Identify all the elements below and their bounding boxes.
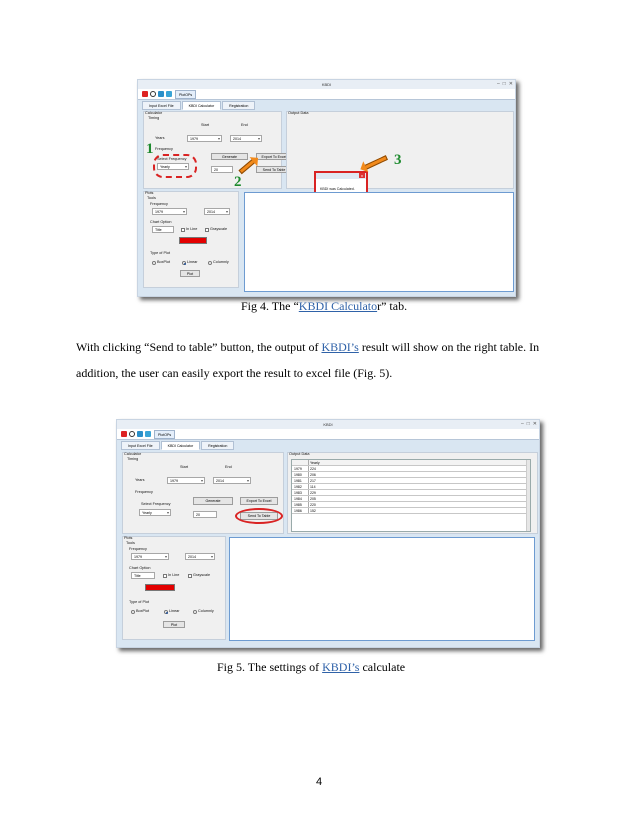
plots-label: Plots <box>145 191 154 195</box>
figure-4-caption: Fig 4. The “KBDI Calculator” tab. <box>241 299 408 313</box>
table-row[interactable]: 1981 217 <box>292 478 530 484</box>
select-frequency-label: Select Frequency <box>141 502 171 506</box>
plots-label: Plots <box>124 536 133 540</box>
caption-4-link[interactable]: KBDI Calculato <box>298 299 378 313</box>
select-frequency-label: Select Frequency <box>157 157 187 161</box>
picture-icon[interactable] <box>145 431 151 437</box>
end-year-select[interactable]: 2014 ▾ <box>213 477 251 484</box>
plot-button[interactable]: Plot <box>180 270 200 277</box>
plot-frequency-label: Frequency <box>150 202 168 206</box>
frequency-label: Frequency <box>155 147 173 151</box>
send-button-highlight <box>235 508 283 524</box>
param-input[interactable]: 20 <box>193 511 217 518</box>
frequency-label: Frequency <box>135 490 153 494</box>
columnly-label: Columnly <box>213 260 229 264</box>
plot-end-select[interactable]: 2014 ▾ <box>204 208 230 215</box>
generate-button[interactable]: Generate <box>193 497 233 505</box>
columnly-label: Columnly <box>198 609 214 613</box>
annotation-number-1: 1 <box>146 141 154 157</box>
end-year-select[interactable]: 2014 ▾ <box>230 135 262 142</box>
boxplot-label: BoxPlot <box>157 260 171 264</box>
body-paragraph: With clicking “Send to table” button, the output of KBDI’s result will show on the right table. In addition, the user can easily export the result to excel file (Fig. 5). <box>76 340 540 380</box>
table-row[interactable]: 1983 229 <box>292 490 530 496</box>
boxplot-label: BoxPlot <box>136 609 150 613</box>
close-icon[interactable]: ✕ <box>508 81 513 87</box>
output-table[interactable] <box>291 459 531 532</box>
frequency-select[interactable]: Yearly ▾ <box>157 163 189 170</box>
start-label: Start <box>180 465 189 469</box>
param-input[interactable]: 20 <box>211 166 233 173</box>
ribbon <box>138 89 515 100</box>
annotation-number-3: 3 <box>394 152 402 168</box>
picture-icon[interactable] <box>166 91 172 97</box>
grayscale-checkbox[interactable] <box>188 574 192 578</box>
linear-label: Linear <box>169 609 180 613</box>
help-icon[interactable] <box>150 91 156 97</box>
table-row[interactable]: 1985 220 <box>292 502 530 508</box>
years-label: Years <box>155 136 165 140</box>
table-scrollbar[interactable] <box>526 460 530 532</box>
plot-start-select[interactable]: 1979 ▾ <box>131 553 169 560</box>
tab-bar <box>121 441 234 450</box>
output-label: Output Data <box>289 452 310 456</box>
end-label: End <box>241 123 248 127</box>
radio-columnly[interactable] <box>208 261 212 265</box>
timing-label: Timing <box>127 457 139 461</box>
grayscale-label: Grayscale <box>210 227 228 231</box>
title-input[interactable]: Title <box>152 226 174 233</box>
tab-input-excel[interactable]: Input Excel File <box>121 441 160 450</box>
ribbon-tab-plotops[interactable]: PlotOPs <box>175 90 196 99</box>
radio-columnly[interactable] <box>193 610 197 614</box>
table-row[interactable]: 1986 152 <box>292 508 530 514</box>
power-icon[interactable] <box>142 91 148 97</box>
power-icon[interactable] <box>121 431 127 437</box>
page-number: 4 <box>315 776 323 788</box>
title-input[interactable]: Title <box>131 572 155 579</box>
inline-checkbox[interactable] <box>163 574 167 578</box>
annotation-number-2: 2 <box>234 174 242 190</box>
caption-5-link[interactable]: KBDI’s <box>322 660 360 674</box>
chart-option-label: Chart Option <box>150 220 172 224</box>
output-label: Output Data <box>288 111 309 115</box>
window-title: KBDI <box>138 80 515 89</box>
plot-button[interactable]: Plot <box>163 621 185 628</box>
minimize-icon[interactable]: – <box>520 421 524 427</box>
save-icon[interactable] <box>158 91 164 97</box>
color-picker[interactable] <box>145 584 175 591</box>
inline-checkbox[interactable] <box>181 228 185 232</box>
table-row[interactable]: 1979 224 <box>292 466 530 472</box>
generate-button[interactable]: Generate <box>211 153 248 160</box>
start-year-select[interactable]: 1979 ▾ <box>187 135 222 142</box>
type-of-plot-label: Type of Plot <box>129 600 150 604</box>
close-icon[interactable]: ✕ <box>532 421 537 427</box>
grayscale-label: Grayscale <box>193 573 211 577</box>
years-label: Years <box>135 478 145 482</box>
frequency-select[interactable]: Yearly ▾ <box>139 509 171 516</box>
dialog-message: KBDI was Calculated. <box>320 187 355 191</box>
maximize-icon[interactable]: □ <box>526 421 530 427</box>
radio-linear[interactable] <box>182 261 186 265</box>
plot-frequency-label: Frequency <box>129 547 147 551</box>
minimize-icon[interactable]: – <box>496 81 500 87</box>
tab-kbdi-calculator[interactable]: KBDI Calculator <box>161 441 201 450</box>
dialog-close-icon[interactable]: x <box>361 173 363 178</box>
radio-boxplot[interactable] <box>152 261 156 265</box>
radio-boxplot[interactable] <box>131 610 135 614</box>
ribbon <box>117 429 539 440</box>
radio-linear[interactable] <box>164 610 168 614</box>
maximize-icon[interactable]: □ <box>502 81 506 87</box>
tab-registration[interactable]: Registration <box>201 441 234 450</box>
inline-label: In Line <box>186 227 198 231</box>
send-to-table-button[interactable]: Send To Table <box>240 512 278 520</box>
end-label: End <box>225 465 232 469</box>
table-row[interactable]: 1980 206 <box>292 472 530 478</box>
save-icon[interactable] <box>137 431 143 437</box>
table-header-yearly: Yearly <box>310 461 320 465</box>
annotation-highlight-frequency <box>153 154 197 178</box>
paragraph-link[interactable]: KBDI’s <box>321 340 359 354</box>
send-to-table-button[interactable]: Send To Table <box>256 166 292 173</box>
calculator-label: Calculator <box>124 452 142 456</box>
tab-registration[interactable]: Registration <box>222 101 255 110</box>
inline-label: In Line <box>168 573 180 577</box>
ribbon-tab-plotops[interactable]: PlotOPs <box>154 430 175 439</box>
type-of-plot-label: Type of Plot <box>150 251 171 255</box>
plot-area <box>229 537 535 641</box>
tab-input-excel[interactable]: Input Excel File <box>142 101 181 110</box>
linear-label: Linear <box>187 260 198 264</box>
figure-5-screenshot <box>116 419 540 648</box>
calculator-label: Calculator <box>145 111 163 115</box>
plot-start-select[interactable]: 1979 ▾ <box>152 208 187 215</box>
tab-kbdi-calculator[interactable]: KBDI Calculator <box>182 101 222 110</box>
tools-label: Tools <box>126 541 135 545</box>
start-year-select[interactable]: 1979 ▾ <box>167 477 205 484</box>
chart-option-label: Chart Option <box>129 566 151 570</box>
export-to-excel-button[interactable]: Export To Excel <box>256 153 292 160</box>
tab-bar <box>142 101 255 110</box>
tools-label: Tools <box>147 196 156 200</box>
window-title: KBDI <box>117 420 539 429</box>
export-to-excel-button[interactable]: Export To Excel <box>240 497 278 505</box>
color-picker[interactable] <box>179 237 207 244</box>
timing-label: Timing <box>148 116 160 120</box>
grayscale-checkbox[interactable] <box>205 228 209 232</box>
help-icon[interactable] <box>129 431 135 437</box>
start-label: Start <box>201 123 210 127</box>
table-row[interactable]: 1984 205 <box>292 496 530 502</box>
figure-4-screenshot <box>137 79 516 297</box>
plot-end-select[interactable]: 2014 ▾ <box>185 553 215 560</box>
plot-area <box>244 192 514 292</box>
table-row[interactable]: 1982 114 <box>292 484 530 490</box>
figure-5-caption: Fig 5. The settings of KBDI’s calculate <box>217 660 406 674</box>
